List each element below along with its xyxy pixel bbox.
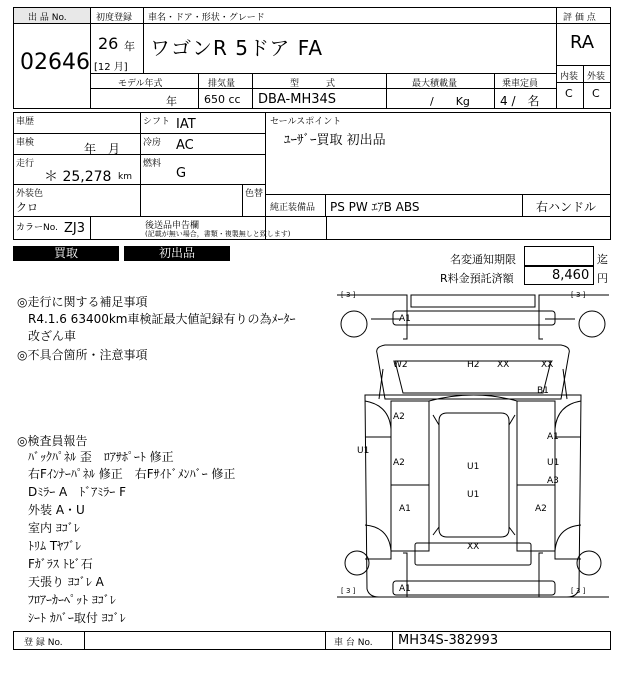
defects-title: ◎不具合箇所・注意事項 bbox=[17, 348, 148, 362]
supp-line-2: 改ざん車 bbox=[28, 329, 77, 343]
supp-title: ◎走行に関する補足事項 bbox=[17, 295, 148, 309]
inspector-item: ﾄﾘﾑ Tﾔﾌﾞﾚ bbox=[28, 539, 82, 553]
displacement: 650 cc bbox=[204, 93, 241, 106]
mark-a2-lr: A2 bbox=[393, 458, 405, 468]
corner-br bbox=[539, 551, 609, 597]
supp-line-1: R4.1.6 63400km車検証最大値記録有りの為ﾒｰﾀｰ bbox=[28, 312, 296, 326]
model-year-label: モデル年式 bbox=[118, 79, 163, 89]
ac: AC bbox=[176, 138, 194, 153]
tag-kaitori: 買取 bbox=[13, 246, 119, 261]
exterior-label: 外装 bbox=[587, 72, 606, 82]
mark-a2-rrear: A2 bbox=[535, 504, 547, 514]
shift-label: シフト bbox=[143, 117, 171, 127]
mark-u1-c2: U1 bbox=[467, 490, 480, 500]
fuel: G bbox=[176, 166, 187, 181]
color-no: ZJ3 bbox=[64, 221, 86, 236]
inspection-label: 車検 bbox=[16, 138, 35, 148]
corner-bl-label: [ 3 ] bbox=[341, 587, 356, 595]
reg-month: [12 月] bbox=[94, 62, 128, 73]
corner-tl-label: [ 3 ] bbox=[341, 291, 356, 299]
corner-br-label: [ 3 ] bbox=[571, 587, 586, 595]
footer-frame bbox=[13, 631, 611, 650]
ac-label: 冷房 bbox=[143, 138, 162, 148]
capacity-label: 乗車定員 bbox=[502, 79, 539, 89]
rating-label: 評 価 点 bbox=[563, 13, 596, 23]
color-change-label: 色替 bbox=[245, 189, 264, 199]
mark-xx-trunk: XX bbox=[467, 542, 480, 552]
inspection-value: 年 月 bbox=[84, 142, 121, 156]
front-bumper bbox=[393, 311, 555, 325]
recycle-unit: 円 bbox=[597, 272, 608, 285]
color-no-label: カラーNo. bbox=[16, 223, 58, 233]
inspector-item: Dﾐﾗｰ A ﾄﾞｱﾐﾗｰ F bbox=[28, 485, 126, 499]
inspector-item: 外装 A・U bbox=[28, 503, 85, 517]
equipment: PS PW ｴｱB ABS bbox=[330, 200, 420, 214]
mileage-label: 走行 bbox=[16, 159, 35, 169]
mark-xx-hood: XX bbox=[497, 360, 510, 370]
reg-no-label: 登 録 No. bbox=[24, 638, 63, 648]
recycle-label: R料金預託済額 bbox=[440, 272, 514, 285]
inspector-item: ﾊﾞｯｸﾊﾟﾈﾙ 歪 ﾛｱｻﾎﾟｰﾄ 修正 bbox=[28, 450, 174, 464]
mark-b1: B1 bbox=[537, 386, 549, 396]
sales-point: ﾕｰｻﾞｰ買取 初出品 bbox=[284, 133, 386, 148]
chassis-no: MH34S-382993 bbox=[398, 633, 499, 648]
model-label: 型 式 bbox=[290, 79, 336, 89]
color: クロ bbox=[16, 201, 38, 214]
inspector-item: ﾌﾛｱｰｶｰﾍﾟｯﾄ ﾖｺﾞﾚ bbox=[28, 593, 116, 607]
inspector-item: 右Fｲﾝﾅｰﾊﾟﾈﾙ 修正 右Fｻｲﾄﾞﾒﾝﾊﾞｰ 修正 bbox=[28, 467, 236, 481]
corner-tl bbox=[337, 291, 407, 339]
name-label: 車名・ドア・形状・グレード bbox=[148, 13, 265, 23]
mark-w2: W2 bbox=[393, 360, 408, 370]
history-label: 車歴 bbox=[16, 117, 35, 127]
fuel-label: 燃料 bbox=[143, 159, 162, 169]
roof bbox=[439, 413, 509, 537]
mark-a1-rf: A1 bbox=[547, 432, 559, 442]
tag-first-listing: 初出品 bbox=[124, 246, 230, 261]
deadline-label: 名変通知期限 bbox=[450, 253, 516, 266]
rating: RA bbox=[570, 32, 595, 53]
equipment-label: 純正装備品 bbox=[270, 203, 316, 213]
mark-a3-rr: A3 bbox=[547, 476, 559, 486]
corner-tr bbox=[539, 291, 609, 339]
chassis-label: 車 台 No. bbox=[334, 638, 373, 648]
mark-h2: H2 bbox=[467, 360, 480, 370]
mark-u1-rr1: U1 bbox=[547, 458, 560, 468]
max-load-label: 最大積載量 bbox=[412, 79, 458, 89]
shipping-note: (記載が無い場合，書類・複製無しと致します) bbox=[145, 230, 291, 238]
mark-a1-bottom: A1 bbox=[399, 584, 411, 594]
sales-point-label: セールスポイント bbox=[270, 117, 342, 127]
displacement-label: 排気量 bbox=[208, 79, 236, 89]
inspector-item: 天張り ﾖｺﾞﾚ A bbox=[28, 575, 104, 589]
deadline-unit: 迄 bbox=[597, 253, 608, 266]
mileage-value: ＊ 25,278 bbox=[44, 169, 112, 185]
rear-bumper bbox=[393, 581, 555, 595]
corner-tr-label: [ 3 ] bbox=[571, 291, 586, 299]
lot-label: 出 品 No. bbox=[28, 13, 67, 23]
reg-year-unit: 年 bbox=[124, 40, 135, 53]
inspector-item: Fｶﾞﾗｽ ﾄﾋﾞ石 bbox=[28, 557, 93, 571]
reg-year: 26 bbox=[98, 34, 119, 53]
capacity: 4 / 名 bbox=[500, 94, 540, 108]
mark-xx-right: XX bbox=[541, 360, 554, 370]
shipping-label: 後送品申告欄 bbox=[145, 221, 200, 231]
recycle-value: 8,460 bbox=[552, 268, 590, 283]
exterior-grade: C bbox=[592, 87, 600, 100]
mark-u1-left: U1 bbox=[357, 446, 370, 456]
model: DBA-MH34S bbox=[258, 92, 337, 107]
lot-number: 02646 bbox=[20, 50, 90, 75]
color-label: 外装色 bbox=[16, 189, 44, 199]
mark-top-bumper: A1 bbox=[399, 314, 411, 324]
deadline-box bbox=[524, 246, 594, 266]
max-load: / Kg bbox=[430, 95, 470, 108]
car-name: ワゴンR 5ドア FA bbox=[150, 36, 324, 60]
first-reg-label: 初度登録 bbox=[96, 13, 133, 23]
car-damage-diagram bbox=[335, 289, 611, 624]
inspector-item: ｼｰﾄ ｶﾊﾞｰ取付 ﾖｺﾞﾚ bbox=[28, 611, 126, 625]
mileage-unit: km bbox=[118, 172, 132, 182]
interior-label: 内装 bbox=[560, 72, 579, 82]
model-year-unit: 年 bbox=[166, 95, 177, 108]
mark-a1-lrear: A1 bbox=[399, 504, 411, 514]
steering: 右ハンドル bbox=[536, 200, 597, 214]
interior-grade: C bbox=[565, 87, 573, 100]
mark-u1-c1: U1 bbox=[467, 462, 480, 472]
shift: IAT bbox=[176, 117, 196, 132]
mark-a2-lf: A2 bbox=[393, 412, 405, 422]
inspector-item: 室内 ﾖｺﾞﾚ bbox=[28, 521, 80, 535]
inspector-title: ◎検査員報告 bbox=[17, 434, 88, 448]
corner-bl bbox=[337, 551, 407, 597]
